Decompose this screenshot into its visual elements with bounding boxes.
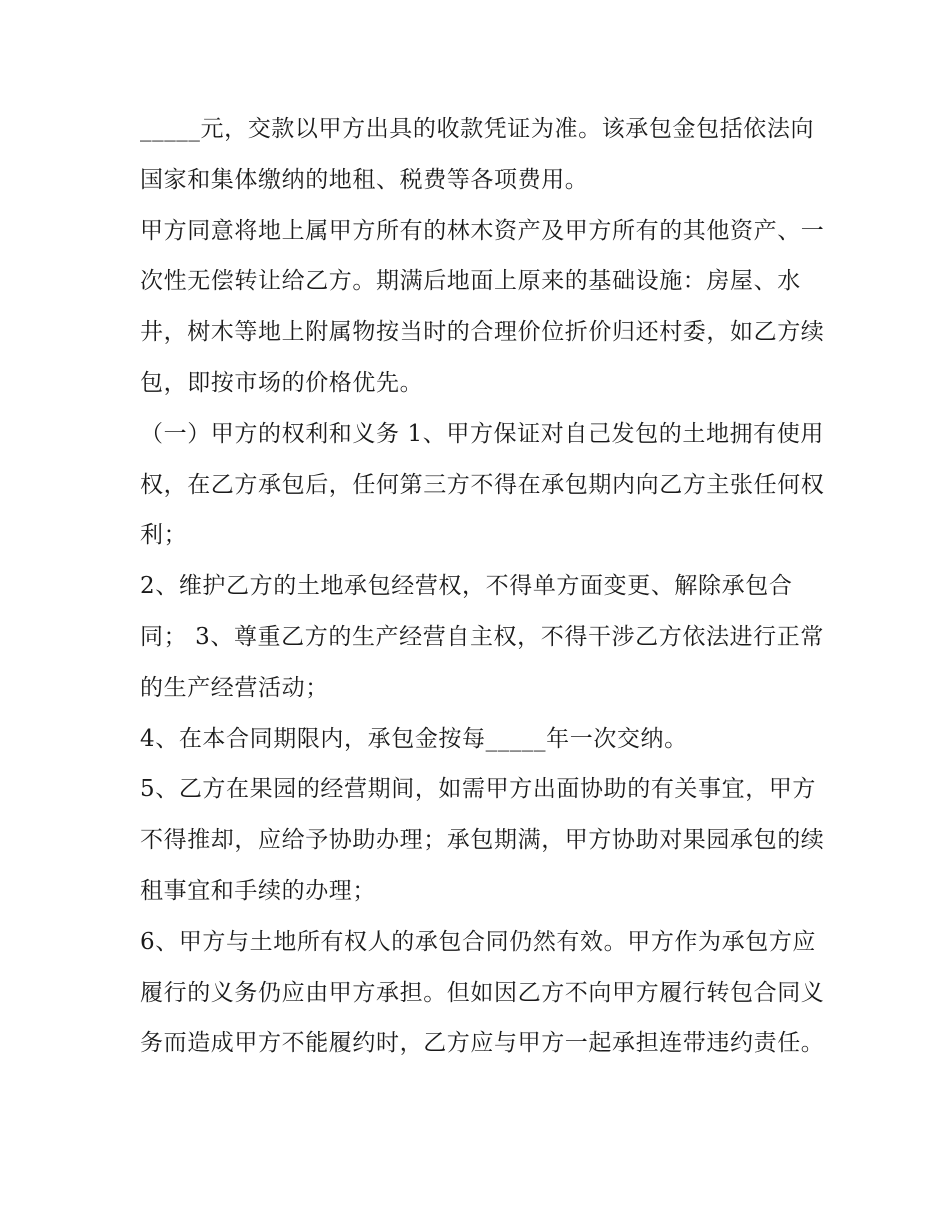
paragraph-clause-6: 6、甲方与土地所有权人的承包合同仍然有效。甲方作为承包方应履行的义务仍应由甲方承担。但如因乙方不向甲方履行转包合同义务而造成甲方不能履约时，乙方应与甲方一起承担连带违约责任。 [140, 928, 825, 1057]
paragraph-party-a-rights: （一）甲方的权利和义务 1、甲方保证对自己发包的土地拥有使用权，在乙方承包后，任何第三方不得在承包期内向乙方主张任何权利； [140, 420, 825, 549]
document-body [140, 104, 830, 1069]
paragraph-clause-2-3: 2、维护乙方的土地承包经营权，不得单方面变更、解除承包合同； 3、尊重乙方的生产经营自主权，不得干涉乙方依法进行正常的生产经营活动； [140, 573, 824, 701]
paragraph-clause-4: 4、在本合同期限内，承包金按每_____年一次交纳。 [140, 725, 688, 752]
paragraph-asset-transfer: 甲方同意将地上属甲方所有的林木资产及甲方所有的其他资产、一次性无偿转让给乙方。期满后地面上原来的基础设施：房屋、水井，树木等地上附属物按当时的合理价位折价归还村委，如乙方续包，即按市场的价格优先。 [140, 217, 825, 396]
paragraph-clause-5: 5、乙方在果园的经营期间，如需甲方出面协助的有关事宜，甲方不得推却，应给予协助办理；承包期满，甲方协助对果园承包的续租事宜和手续的办理； [140, 776, 825, 904]
paragraph-payment-terms: _____元，交款以甲方出具的收款凭证为准。该承包金包括依法向国家和集体缴纳的地租、税费等各项费用。 [140, 116, 815, 193]
